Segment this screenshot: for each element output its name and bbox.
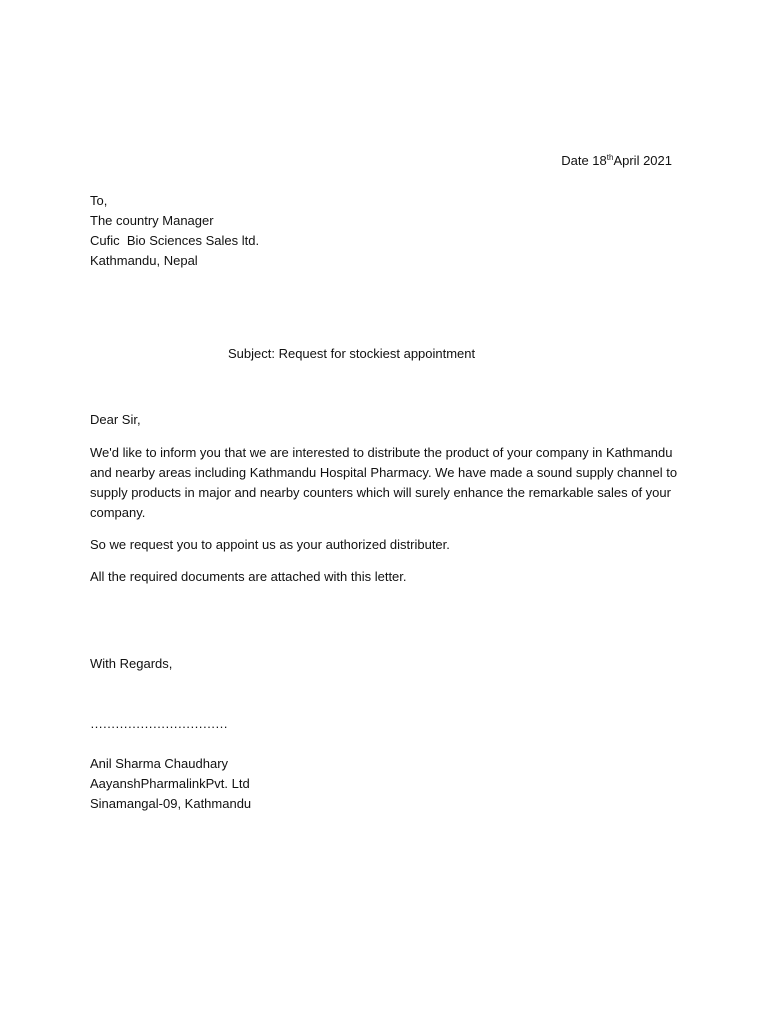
body-paragraph-3: All the required documents are attached with this letter. <box>90 569 407 584</box>
letter-greeting: Dear Sir, <box>90 412 141 427</box>
signature-line: …………………………… <box>90 716 228 731</box>
date-superscript: th <box>606 153 614 162</box>
date-rest: April 2021 <box>613 153 672 168</box>
body-paragraph-2: So we request you to appoint us as your authorized distributer. <box>90 537 450 552</box>
sender-address: Sinamangal-09, Kathmandu <box>90 796 252 811</box>
sender-company: AayanshPharmalinkPvt. Ltd <box>90 776 250 791</box>
recipient-company: Cufic Bio Sciences Sales ltd. <box>90 233 260 248</box>
letter-body <box>90 443 678 599</box>
sender-name: Anil Sharma Chaudhary <box>90 756 229 771</box>
recipient-address: Kathmandu, Nepal <box>90 253 198 268</box>
body-paragraph-1: We'd like to inform you that we are interested to distribute the product of your company in Kathmandu and nearby areas including Kathmandu Hospital Pharmacy. We have made a sound supply channel to supply products in major and nearby counters which will surely enhance the remarkable sales of your company. <box>90 445 678 520</box>
letter-closing: With Regards, <box>90 656 173 671</box>
letter-date <box>561 151 672 171</box>
date-prefix: Date 18 <box>561 153 607 168</box>
recipient-to: To, <box>90 193 108 208</box>
letter-subject: Subject: Request for stockiest appointment <box>228 346 476 361</box>
recipient-title: The country Manager <box>90 213 214 228</box>
